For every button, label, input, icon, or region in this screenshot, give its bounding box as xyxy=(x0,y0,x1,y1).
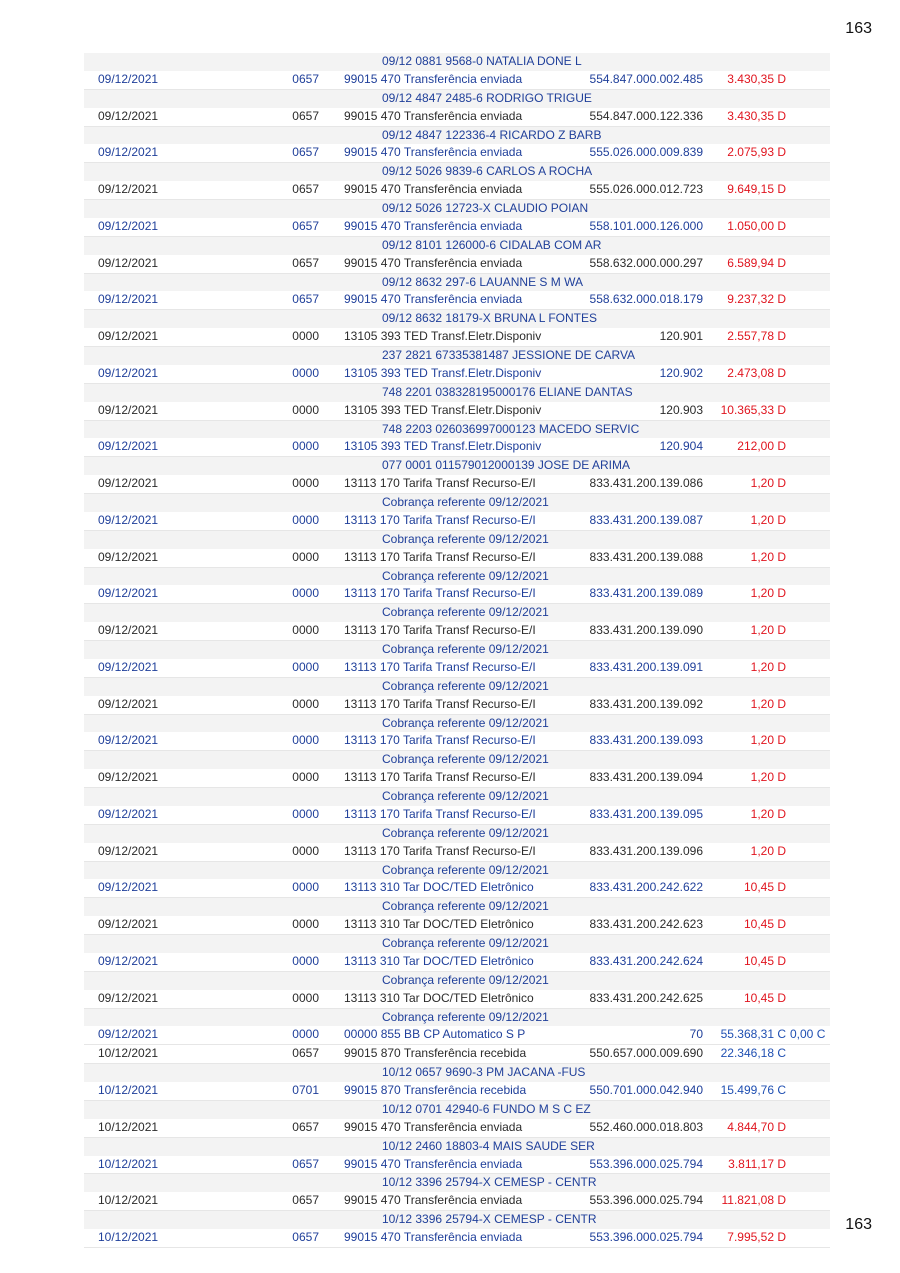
statement-row xyxy=(84,1082,830,1101)
row-value: 10,45 D xyxy=(743,990,786,1005)
row-description: 99015 470 Transferência enviada xyxy=(344,108,523,123)
row-document: 554.847.000.122.336 xyxy=(589,108,703,123)
detail-text: 09/12 8632 297-6 LAUANNE S M WA xyxy=(382,274,583,289)
row-document: 550.657.000.009.690 xyxy=(589,1046,703,1061)
row-description: 13113 310 Tar DOC/TED Eletrônico xyxy=(344,880,534,895)
row-description: 13113 170 Tarifa Transf Recurso-E/I xyxy=(344,770,536,785)
detail-text: 10/12 2460 18803-4 MAIS SAUDE SER xyxy=(382,1138,595,1153)
statement-row xyxy=(84,255,830,274)
row-balance: 0,00 C xyxy=(790,1027,826,1042)
statement-detail-row xyxy=(84,1064,830,1082)
row-value: 2.075,93 D xyxy=(727,145,786,160)
row-agencia: 0000 xyxy=(292,402,319,417)
row-description: 13105 393 TED Transf.Eletr.Disponiv xyxy=(344,329,542,344)
row-agencia: 0657 xyxy=(292,71,319,86)
statement-detail-row xyxy=(84,972,830,990)
row-date: 09/12/2021 xyxy=(98,439,159,454)
row-agencia: 0000 xyxy=(292,990,319,1005)
row-agencia: 0657 xyxy=(292,1156,319,1171)
detail-text: 748 2201 038328195000176 ELIANE DANTAS xyxy=(382,384,633,399)
row-value: 7.995,52 D xyxy=(727,1230,786,1244)
row-value: 3.430,35 D xyxy=(727,71,786,86)
statement-row xyxy=(84,990,830,1009)
statement-detail-row xyxy=(84,274,830,292)
statement-row xyxy=(84,879,830,898)
row-date: 09/12/2021 xyxy=(98,549,159,564)
row-document: 558.632.000.018.179 xyxy=(589,292,703,307)
row-description: 13105 393 TED Transf.Eletr.Disponiv xyxy=(344,402,542,417)
statement-table xyxy=(84,53,830,1248)
row-description: 13105 393 TED Transf.Eletr.Disponiv xyxy=(344,439,542,454)
row-document: 558.632.000.000.297 xyxy=(589,255,703,270)
statement-detail-row xyxy=(84,384,830,402)
statement-row xyxy=(84,1156,830,1175)
row-description: 99015 870 Transferência recebida xyxy=(344,1046,527,1061)
row-agencia: 0657 xyxy=(292,255,319,270)
row-date: 09/12/2021 xyxy=(98,1027,159,1042)
row-document: 120.903 xyxy=(659,402,703,417)
statement-detail-row xyxy=(84,935,830,953)
statement-detail-row xyxy=(84,310,830,328)
row-value: 1,20 D xyxy=(750,512,786,527)
row-document: 550.701.000.042.940 xyxy=(589,1083,703,1097)
statement-detail-row xyxy=(84,531,830,549)
row-description: 13113 170 Tarifa Transf Recurso-E/I xyxy=(344,549,536,564)
row-date: 09/12/2021 xyxy=(98,880,159,895)
statement-detail-row xyxy=(84,788,830,806)
row-document: 70 xyxy=(689,1027,703,1042)
row-document: 120.902 xyxy=(659,365,703,380)
statement-detail-row xyxy=(84,200,830,218)
row-date: 10/12/2021 xyxy=(98,1083,159,1097)
row-date: 09/12/2021 xyxy=(98,770,159,785)
row-agencia: 0657 xyxy=(292,1119,319,1134)
row-value: 1,20 D xyxy=(750,549,786,564)
row-value: 3.811,17 D xyxy=(728,1156,786,1171)
row-value: 1,20 D xyxy=(750,733,786,748)
row-agencia: 0000 xyxy=(292,476,319,491)
row-agencia: 0000 xyxy=(292,953,319,968)
statement-detail-row xyxy=(84,90,830,108)
row-date: 09/12/2021 xyxy=(98,990,159,1005)
row-description: 13113 170 Tarifa Transf Recurso-E/I xyxy=(344,476,536,491)
row-date: 10/12/2021 xyxy=(98,1119,159,1134)
row-document: 553.396.000.025.794 xyxy=(589,1193,703,1208)
row-description: 99015 470 Transferência enviada xyxy=(344,255,523,270)
row-date: 09/12/2021 xyxy=(98,843,159,858)
row-description: 99015 470 Transferência enviada xyxy=(344,1230,523,1244)
detail-text: Cobrança referente 09/12/2021 xyxy=(382,568,549,583)
statement-detail-row xyxy=(84,715,830,733)
row-agencia: 0657 xyxy=(292,1230,319,1244)
row-document: 833.431.200.139.094 xyxy=(589,770,703,785)
row-document: 833.431.200.242.624 xyxy=(589,953,703,968)
row-value: 10.365,33 D xyxy=(720,402,786,417)
row-value: 55.368,31 C xyxy=(720,1027,786,1042)
statement-detail-row xyxy=(84,678,830,696)
row-description: 13113 170 Tarifa Transf Recurso-E/I xyxy=(344,512,536,527)
row-document: 833.431.200.242.625 xyxy=(589,990,703,1005)
statement-row xyxy=(84,806,830,825)
row-value: 15.499,76 C xyxy=(720,1083,786,1097)
row-description: 13113 170 Tarifa Transf Recurso-E/I xyxy=(344,623,536,638)
detail-text: Cobrança referente 09/12/2021 xyxy=(382,715,549,730)
statement-detail-row xyxy=(84,457,830,475)
statement-detail-row xyxy=(84,862,830,880)
row-value: 22.346,18 C xyxy=(720,1046,786,1061)
row-description: 99015 870 Transferência recebida xyxy=(344,1083,527,1097)
detail-text: Cobrança referente 09/12/2021 xyxy=(382,642,549,656)
row-date: 09/12/2021 xyxy=(98,512,159,527)
row-date: 10/12/2021 xyxy=(98,1046,159,1061)
row-value: 10,45 D xyxy=(743,953,786,968)
statement-row xyxy=(84,769,830,788)
row-description: 99015 470 Transferência enviada xyxy=(344,1156,523,1171)
row-date: 09/12/2021 xyxy=(98,659,159,674)
row-value: 11.821,08 D xyxy=(721,1193,786,1208)
detail-text: Cobrança referente 09/12/2021 xyxy=(382,605,549,620)
detail-text: 077 0001 011579012000139 JOSE DE ARIMA xyxy=(382,458,630,473)
row-value: 1,20 D xyxy=(750,659,786,674)
row-date: 09/12/2021 xyxy=(98,402,159,417)
detail-text: 09/12 0881 9568-0 NATALIA DONE L xyxy=(382,54,582,68)
row-agencia: 0000 xyxy=(292,696,319,711)
row-date: 09/12/2021 xyxy=(98,623,159,638)
row-value: 1,20 D xyxy=(750,623,786,638)
detail-text: 09/12 4847 2485-6 RODRIGO TRIGUE xyxy=(382,90,592,105)
row-document: 833.431.200.139.087 xyxy=(589,512,703,527)
statement-row xyxy=(84,108,830,127)
row-document: 554.847.000.002.485 xyxy=(589,71,703,86)
row-date: 10/12/2021 xyxy=(98,1193,159,1208)
statement-detail-row xyxy=(84,1138,830,1156)
row-date: 09/12/2021 xyxy=(98,71,159,86)
row-date: 09/12/2021 xyxy=(98,329,159,344)
row-document: 833.431.200.139.096 xyxy=(589,843,703,858)
row-description: 99015 470 Transferência enviada xyxy=(344,71,523,86)
row-document: 833.431.200.139.092 xyxy=(589,696,703,711)
row-value: 1,20 D xyxy=(750,586,786,601)
statement-row xyxy=(84,1192,830,1211)
statement-detail-row xyxy=(84,421,830,439)
statement-row xyxy=(84,1229,830,1248)
row-value: 2.557,78 D xyxy=(727,329,786,344)
statement-detail-row xyxy=(84,1101,830,1119)
row-date: 09/12/2021 xyxy=(98,476,159,491)
row-date: 10/12/2021 xyxy=(98,1156,159,1171)
statement-row xyxy=(84,438,830,457)
row-agencia: 0657 xyxy=(292,292,319,307)
row-date: 09/12/2021 xyxy=(98,806,159,821)
detail-text: Cobrança referente 09/12/2021 xyxy=(382,531,549,546)
detail-text: Cobrança referente 09/12/2021 xyxy=(382,825,549,840)
row-description: 13113 170 Tarifa Transf Recurso-E/I xyxy=(344,696,536,711)
row-description: 13105 393 TED Transf.Eletr.Disponiv xyxy=(344,365,542,380)
row-description: 13113 310 Tar DOC/TED Eletrônico xyxy=(344,917,534,932)
row-value: 10,45 D xyxy=(743,917,786,932)
statement-row xyxy=(84,1026,830,1045)
statement-row xyxy=(84,512,830,531)
row-value: 1,20 D xyxy=(750,770,786,785)
row-agencia: 0000 xyxy=(292,439,319,454)
detail-text: 09/12 8101 126000-6 CIDALAB COM AR xyxy=(382,237,602,252)
row-agencia: 0000 xyxy=(292,770,319,785)
statement-row xyxy=(84,218,830,237)
page-number-top: 163 xyxy=(845,20,872,37)
statement-detail-row xyxy=(84,1211,830,1229)
row-description: 99015 470 Transferência enviada xyxy=(344,182,523,197)
row-agencia: 0000 xyxy=(292,586,319,601)
detail-text: Cobrança referente 09/12/2021 xyxy=(382,862,549,877)
statement-row xyxy=(84,696,830,715)
statement-row xyxy=(84,732,830,751)
statement-detail-row xyxy=(84,1009,830,1027)
row-value: 4.844,70 D xyxy=(727,1119,786,1134)
row-agencia: 0000 xyxy=(292,623,319,638)
row-agencia: 0000 xyxy=(292,659,319,674)
row-document: 833.431.200.242.623 xyxy=(589,917,703,932)
statement-row xyxy=(84,365,830,384)
row-date: 09/12/2021 xyxy=(98,586,159,601)
row-agencia: 0000 xyxy=(292,365,319,380)
row-document: 555.026.000.012.723 xyxy=(589,182,703,197)
statement-detail-row xyxy=(84,127,830,145)
statement-detail-row xyxy=(84,898,830,916)
row-value: 1.050,00 D xyxy=(727,218,786,233)
row-agencia: 0000 xyxy=(292,917,319,932)
row-agencia: 0000 xyxy=(292,880,319,895)
row-document: 833.431.200.139.093 xyxy=(589,733,703,748)
detail-text: 10/12 0701 42940-6 FUNDO M S C EZ xyxy=(382,1101,591,1116)
page-number-bottom: 163 xyxy=(845,1216,872,1233)
detail-text: 10/12 3396 25794-X CEMESP - CENTR xyxy=(382,1212,597,1227)
row-document: 552.460.000.018.803 xyxy=(589,1119,703,1134)
row-document: 833.431.200.139.091 xyxy=(589,659,703,674)
row-document: 833.431.200.139.095 xyxy=(589,806,703,821)
row-document: 120.904 xyxy=(659,439,703,454)
statement-detail-row xyxy=(84,53,830,71)
statement-row xyxy=(84,549,830,568)
row-description: 99015 470 Transferência enviada xyxy=(344,1193,523,1208)
statement-detail-row xyxy=(84,163,830,181)
statement-row xyxy=(84,1119,830,1138)
row-description: 00000 855 BB CP Automatico S P xyxy=(344,1027,526,1042)
row-agencia: 0000 xyxy=(292,843,319,858)
statement-detail-row xyxy=(84,641,830,659)
row-value: 6.589,94 D xyxy=(727,255,786,270)
row-value: 2.473,08 D xyxy=(727,365,786,380)
row-value: 1,20 D xyxy=(750,843,786,858)
row-document: 833.431.200.242.622 xyxy=(589,880,703,895)
row-document: 555.026.000.009.839 xyxy=(589,145,703,160)
statement-row xyxy=(84,71,830,90)
statement-row xyxy=(84,475,830,494)
statement-row xyxy=(84,585,830,604)
detail-text: 748 2203 026036997000123 MACEDO SERVIC xyxy=(382,421,640,436)
statement-detail-row xyxy=(84,494,830,512)
detail-text: Cobrança referente 09/12/2021 xyxy=(382,678,549,693)
statement-detail-row xyxy=(84,347,830,365)
row-document: 833.431.200.139.090 xyxy=(589,623,703,638)
row-date: 10/12/2021 xyxy=(98,1230,159,1244)
detail-text: 09/12 8632 18179-X BRUNA L FONTES xyxy=(382,311,598,326)
row-agencia: 0000 xyxy=(292,733,319,748)
row-description: 99015 470 Transferência enviada xyxy=(344,1119,523,1134)
detail-text: 09/12 5026 12723-X CLAUDIO POIAN xyxy=(382,201,589,215)
statement-detail-row xyxy=(84,825,830,843)
row-description: 99015 470 Transferência enviada xyxy=(344,292,523,307)
row-description: 13113 170 Tarifa Transf Recurso-E/I xyxy=(344,586,536,601)
row-agencia: 0657 xyxy=(292,1193,319,1208)
row-document: 833.431.200.139.089 xyxy=(589,586,703,601)
detail-text: Cobrança referente 09/12/2021 xyxy=(382,899,549,914)
row-description: 99015 470 Transferência enviada xyxy=(344,145,523,160)
row-agencia: 0000 xyxy=(292,806,319,821)
statement-detail-row xyxy=(84,1174,830,1192)
row-agencia: 0657 xyxy=(292,145,319,160)
statement-row xyxy=(84,291,830,310)
row-agencia: 0701 xyxy=(292,1083,319,1097)
row-description: 13113 310 Tar DOC/TED Eletrônico xyxy=(344,953,534,968)
row-date: 09/12/2021 xyxy=(98,145,159,160)
row-value: 9.649,15 D xyxy=(727,182,786,197)
row-value: 212,00 D xyxy=(737,439,786,454)
row-date: 09/12/2021 xyxy=(98,953,159,968)
statement-row xyxy=(84,622,830,641)
statement-row xyxy=(84,402,830,421)
detail-text: Cobrança referente 09/12/2021 xyxy=(382,752,549,767)
row-description: 13113 170 Tarifa Transf Recurso-E/I xyxy=(344,733,536,748)
statement-row xyxy=(84,659,830,678)
detail-text: 10/12 3396 25794-X CEMESP - CENTR xyxy=(382,1175,597,1190)
statement-detail-row xyxy=(84,237,830,255)
row-agencia: 0657 xyxy=(292,182,319,197)
detail-text: Cobrança referente 09/12/2021 xyxy=(382,1009,549,1024)
detail-text: 237 2821 67335381487 JESSIONE DE CARVA xyxy=(382,348,636,362)
row-date: 09/12/2021 xyxy=(98,365,159,380)
row-document: 553.396.000.025.794 xyxy=(589,1156,703,1171)
statement-row xyxy=(84,953,830,972)
statement-row xyxy=(84,181,830,200)
statement-row xyxy=(84,916,830,935)
detail-text: Cobrança referente 09/12/2021 xyxy=(382,972,549,987)
row-date: 09/12/2021 xyxy=(98,733,159,748)
row-value: 10,45 D xyxy=(743,880,786,895)
row-description: 13113 310 Tar DOC/TED Eletrônico xyxy=(344,990,534,1005)
row-value: 1,20 D xyxy=(750,476,786,491)
row-date: 09/12/2021 xyxy=(98,292,159,307)
detail-text: Cobrança referente 09/12/2021 xyxy=(382,789,549,803)
statement-row xyxy=(84,144,830,163)
row-document: 553.396.000.025.794 xyxy=(589,1230,703,1244)
row-description: 13113 170 Tarifa Transf Recurso-E/I xyxy=(344,806,536,821)
detail-text: 09/12 5026 9839-6 CARLOS A ROCHA xyxy=(382,164,593,179)
row-date: 09/12/2021 xyxy=(98,255,159,270)
row-date: 09/12/2021 xyxy=(98,182,159,197)
row-date: 09/12/2021 xyxy=(98,917,159,932)
row-agencia: 0657 xyxy=(292,108,319,123)
row-date: 09/12/2021 xyxy=(98,108,159,123)
row-date: 09/12/2021 xyxy=(98,218,159,233)
row-agencia: 0657 xyxy=(292,1046,319,1061)
row-agencia: 0000 xyxy=(292,512,319,527)
detail-text: Cobrança referente 09/12/2021 xyxy=(382,495,549,509)
row-description: 13113 170 Tarifa Transf Recurso-E/I xyxy=(344,659,536,674)
detail-text: 10/12 0657 9690-3 PM JACANA -FUS xyxy=(382,1065,586,1080)
statement-detail-row xyxy=(84,604,830,622)
statement-row xyxy=(84,843,830,862)
row-description: 13113 170 Tarifa Transf Recurso-E/I xyxy=(344,843,536,858)
row-agencia: 0657 xyxy=(292,218,319,233)
statement-detail-row xyxy=(84,751,830,769)
detail-text: 09/12 4847 122336-4 RICARDO Z BARB xyxy=(382,127,602,142)
row-agencia: 0000 xyxy=(292,549,319,564)
row-document: 558.101.000.126.000 xyxy=(589,218,703,233)
row-value: 1,20 D xyxy=(750,806,786,821)
row-agencia: 0000 xyxy=(292,329,319,344)
row-value: 9.237,32 D xyxy=(727,292,786,307)
row-document: 120.901 xyxy=(659,329,703,344)
row-description: 99015 470 Transferência enviada xyxy=(344,218,523,233)
row-value: 3.430,35 D xyxy=(727,108,786,123)
row-agencia: 0000 xyxy=(292,1027,319,1042)
row-document: 833.431.200.139.086 xyxy=(589,476,703,491)
statement-detail-row xyxy=(84,568,830,586)
row-date: 09/12/2021 xyxy=(98,696,159,711)
statement-row xyxy=(84,328,830,347)
statement-row xyxy=(84,1045,830,1064)
detail-text: Cobrança referente 09/12/2021 xyxy=(382,936,549,950)
row-document: 833.431.200.139.088 xyxy=(589,549,703,564)
row-value: 1,20 D xyxy=(750,696,786,711)
